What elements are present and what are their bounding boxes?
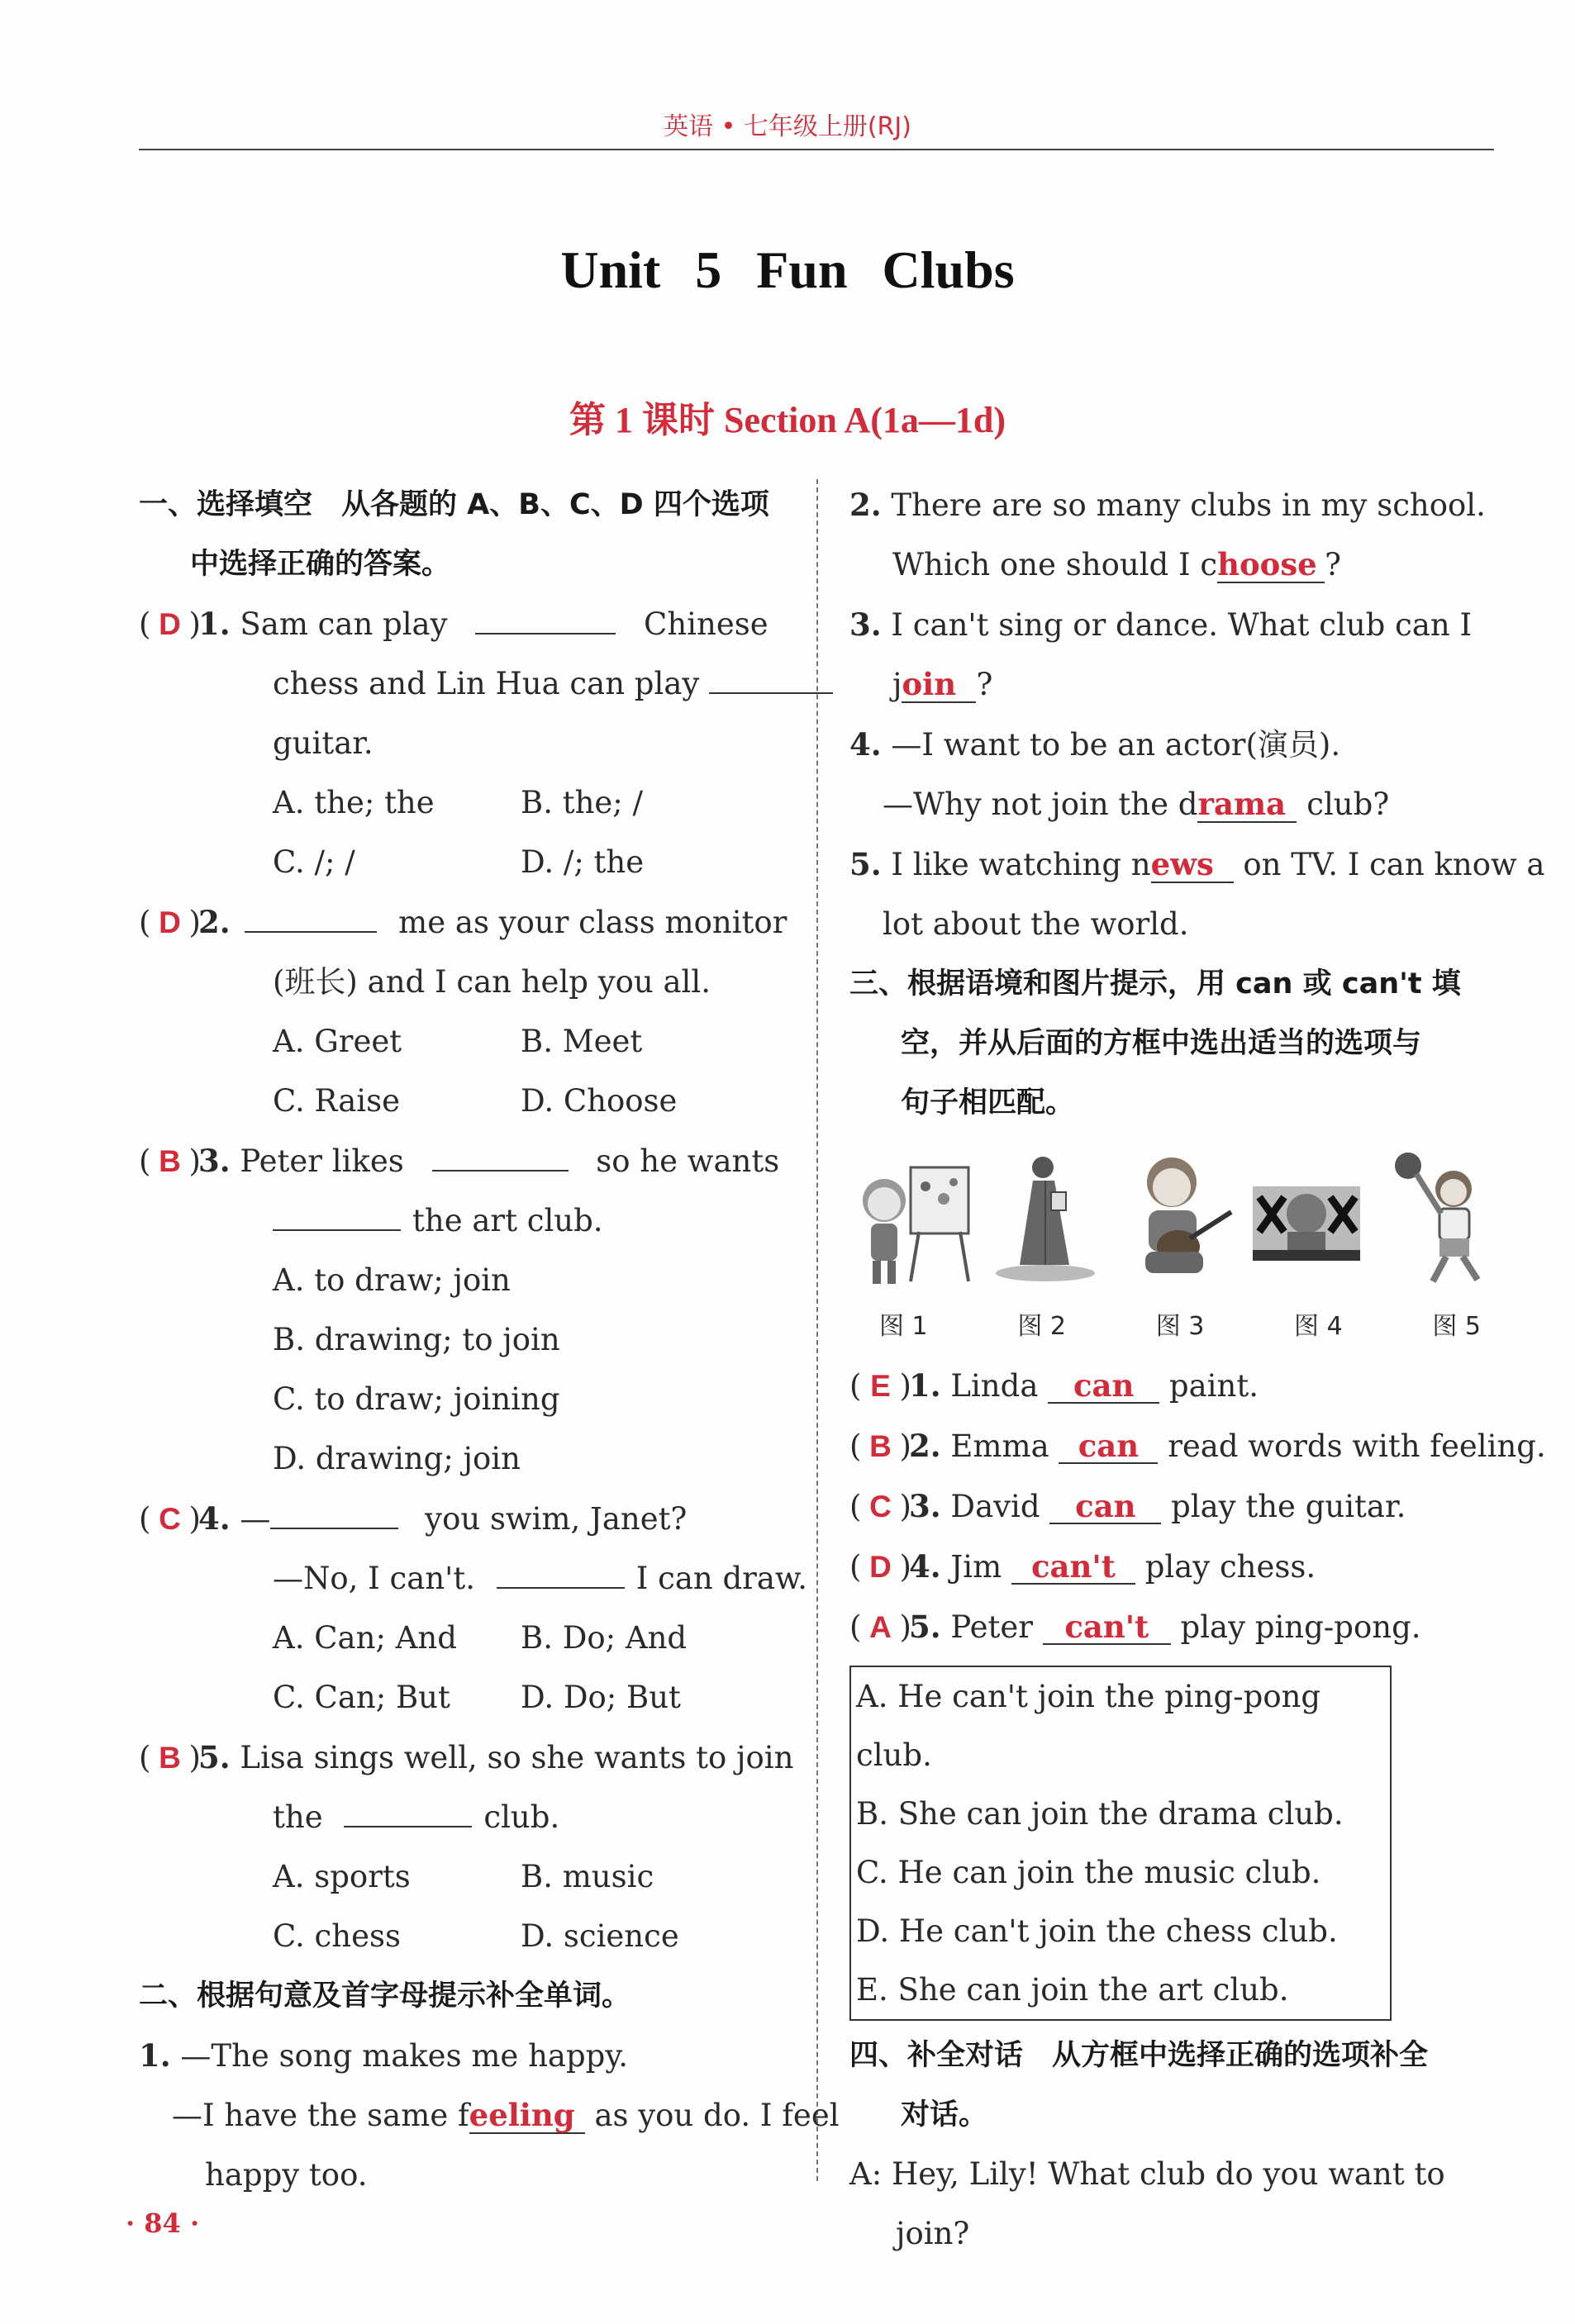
question-number: 3. bbox=[909, 1488, 941, 1524]
answer-letter: B bbox=[159, 1741, 181, 1775]
fill-answer: can bbox=[1048, 1369, 1159, 1404]
match-item-3 bbox=[849, 1476, 1502, 1537]
option-b: B. the; / bbox=[521, 785, 643, 820]
question-text: —I want to be an actor(演员). bbox=[891, 727, 1341, 763]
answer-letter: C bbox=[869, 1490, 892, 1523]
fill-question-1-line2 bbox=[139, 2086, 840, 2146]
options-row bbox=[139, 1907, 790, 1966]
fill-answer: oin bbox=[902, 666, 957, 702]
fill-question-4-line2 bbox=[849, 775, 1502, 834]
fill-answer: can bbox=[1049, 1490, 1161, 1524]
question-text: club? bbox=[1306, 787, 1390, 822]
section3-title-line3: 句子相匹配。 bbox=[901, 1086, 1075, 1119]
fill-answer: hoose bbox=[1217, 546, 1317, 582]
question-number: 4. bbox=[849, 726, 882, 763]
answer-paren: ( D ) bbox=[139, 595, 198, 654]
match-item-5 bbox=[849, 1597, 1502, 1657]
question-number: 4. bbox=[198, 1500, 231, 1537]
dialogue-line: join? bbox=[896, 2216, 970, 2251]
section3-heading bbox=[849, 954, 1502, 1133]
word-fill bbox=[1217, 548, 1325, 583]
option-b: B. Do; And bbox=[521, 1620, 688, 1656]
question-3 bbox=[139, 1131, 790, 1191]
answer-blank bbox=[432, 1140, 569, 1172]
fill-question-1 bbox=[139, 2026, 790, 2086]
question-text: read words with feeling. bbox=[1168, 1428, 1546, 1464]
section2-heading: 二、根据句意及首字母提示补全单词。 bbox=[139, 1979, 631, 2013]
question-text: so he wants bbox=[596, 1143, 780, 1179]
options-row bbox=[139, 1668, 790, 1728]
question-text: the art club. bbox=[412, 1203, 603, 1238]
fill-answer: eeling bbox=[469, 2097, 575, 2133]
question-text: Sam can play bbox=[240, 606, 448, 642]
option-b: B. Meet bbox=[521, 1024, 643, 1059]
question-number: 1. bbox=[139, 2037, 171, 2074]
answer-paren: ( D ) bbox=[849, 1537, 909, 1597]
option-c: C. chess bbox=[273, 1918, 401, 1954]
question-text: Linda bbox=[950, 1368, 1039, 1404]
answer-paren: ( A ) bbox=[849, 1598, 909, 1657]
answer-blank bbox=[273, 1200, 401, 1231]
question-text: play the guitar. bbox=[1171, 1489, 1406, 1524]
question-text: Lisa sings well, so she wants to join bbox=[240, 1740, 794, 1775]
options-row bbox=[139, 833, 790, 892]
running-head: 英语 • 七年级上册(RJ) bbox=[664, 112, 911, 141]
question-text: Peter likes bbox=[240, 1143, 404, 1179]
answer-blank bbox=[270, 1498, 398, 1529]
fill-answer: can't bbox=[1011, 1550, 1135, 1585]
question-5-line2 bbox=[139, 1788, 790, 1847]
fill-question-5-line2: lot about the world. bbox=[883, 906, 1189, 942]
section4-heading bbox=[849, 2026, 1502, 2145]
question-1 bbox=[139, 594, 790, 654]
page-number: · 84 · bbox=[126, 2208, 200, 2239]
word-fill bbox=[902, 668, 976, 703]
fill-question-4 bbox=[849, 715, 1502, 775]
question-2 bbox=[139, 892, 790, 953]
question-number: 2. bbox=[198, 904, 231, 940]
option-d: D. Choose bbox=[521, 1083, 678, 1119]
options-row bbox=[139, 773, 790, 833]
left-column bbox=[139, 475, 840, 2205]
word-fill bbox=[1197, 787, 1297, 823]
question-number: 2. bbox=[909, 1428, 941, 1464]
box-option-a: A. He can't join the ping-pong club. bbox=[856, 1679, 1321, 1773]
question-text: —The song makes me happy. bbox=[180, 2038, 629, 2074]
option-d: D. /; the bbox=[521, 844, 645, 880]
question-text: chess and Lin Hua can play bbox=[273, 666, 700, 701]
box-option-b: B. She can join the drama club. bbox=[856, 1796, 1344, 1832]
painting-girl-picture bbox=[853, 1149, 977, 1290]
guitar-boy-picture bbox=[1114, 1149, 1238, 1290]
answer-paren: ( C ) bbox=[139, 1490, 198, 1549]
question-text: play chess. bbox=[1144, 1549, 1316, 1585]
answer-letter: A bbox=[869, 1610, 892, 1644]
question-text: —Why not join the d bbox=[883, 787, 1198, 822]
question-1-line3: guitar. bbox=[273, 725, 374, 761]
unit-title: Unit 5 Fun Clubs bbox=[560, 240, 1015, 299]
answer-letter: B bbox=[869, 1429, 892, 1463]
section3-title-line2: 空，并从后面的方框中选出适当的选项与 bbox=[901, 1027, 1422, 1060]
answer-blank bbox=[245, 901, 377, 933]
option-a: A. Greet bbox=[273, 1024, 402, 1059]
answer-paren: ( B ) bbox=[139, 1132, 198, 1191]
answer-letter: B bbox=[159, 1144, 181, 1178]
fill-answer: ews bbox=[1150, 846, 1214, 882]
answer-blank bbox=[497, 1557, 625, 1589]
question-text: paint. bbox=[1168, 1368, 1259, 1404]
answer-letter: D bbox=[159, 905, 181, 939]
match-item-1 bbox=[849, 1356, 1502, 1416]
lesson-title: 第 1 课时 Section A(1a—1d) bbox=[569, 400, 1006, 440]
question-4 bbox=[139, 1489, 790, 1549]
answer-paren: ( E ) bbox=[849, 1357, 909, 1416]
question-text: Jim bbox=[950, 1549, 1002, 1585]
chess-man-picture bbox=[1244, 1149, 1368, 1290]
section4-title-line2: 对话。 bbox=[901, 2098, 988, 2132]
question-text: There are so many clubs in my school. bbox=[891, 487, 1486, 523]
question-text: on TV. I can know a bbox=[1243, 847, 1545, 882]
reading-woman-picture bbox=[983, 1149, 1107, 1290]
option-a: A. to draw; join bbox=[273, 1262, 511, 1298]
option-a: A. Can; And bbox=[273, 1620, 457, 1656]
question-text: j bbox=[892, 667, 902, 702]
question-text: as you do. I feel bbox=[594, 2098, 840, 2133]
option-c: C. /; / bbox=[273, 844, 355, 880]
question-text: —No, I can't. bbox=[273, 1561, 475, 1596]
fill-question-3 bbox=[849, 595, 1502, 655]
question-number: 5. bbox=[909, 1609, 941, 1645]
picture-label: 图 5 bbox=[1432, 1312, 1481, 1341]
question-number: 5. bbox=[198, 1739, 231, 1775]
section3-title-line1: 三、根据语境和图片提示，用 can 或 can't 填 bbox=[849, 967, 1461, 1000]
match-item-2 bbox=[849, 1416, 1546, 1476]
box-option-d: D. He can't join the chess club. bbox=[856, 1913, 1338, 1949]
word-fill bbox=[1151, 848, 1234, 883]
question-text: club. bbox=[483, 1799, 560, 1835]
question-4-line2 bbox=[139, 1549, 807, 1609]
answer-blank bbox=[344, 1796, 472, 1827]
question-number: 3. bbox=[849, 606, 882, 643]
question-5 bbox=[139, 1728, 794, 1788]
question-text: —I have the same f bbox=[172, 2098, 469, 2133]
picture-label: 图 1 bbox=[879, 1312, 928, 1341]
option-c: C. to draw; joining bbox=[273, 1381, 560, 1417]
picture-label: 图 4 bbox=[1294, 1312, 1343, 1341]
fill-answer: can bbox=[1059, 1429, 1158, 1464]
question-number: 5. bbox=[849, 846, 882, 882]
picture-labels bbox=[849, 1298, 1502, 1356]
fill-answer: rama bbox=[1197, 786, 1287, 822]
dialogue-line: A: Hey, Lily! What club do you want to bbox=[849, 2156, 1445, 2192]
question-text: Chinese bbox=[644, 606, 768, 642]
option-a: A. sports bbox=[273, 1859, 411, 1894]
option-b: B. music bbox=[521, 1859, 654, 1894]
question-text: play ping-pong. bbox=[1180, 1609, 1421, 1645]
option-d: D. drawing; join bbox=[273, 1441, 521, 1476]
fill-question-1-line3: happy too. bbox=[205, 2157, 368, 2193]
option-c: C. Raise bbox=[273, 1083, 400, 1119]
box-option-e: E. She can join the art club. bbox=[856, 1972, 1289, 2008]
question-text: — bbox=[240, 1501, 271, 1537]
fill-question-5 bbox=[849, 834, 1545, 895]
options-row bbox=[139, 1072, 790, 1131]
fill-question-2-line2 bbox=[849, 535, 1502, 595]
question-text: I can't sing or dance. What club can I bbox=[891, 607, 1473, 643]
section1-title-line2: 中选择正确的答案。 bbox=[190, 548, 451, 581]
fill-question-3-line2 bbox=[849, 655, 1502, 715]
question-text: David bbox=[950, 1489, 1040, 1524]
answer-letter: D bbox=[159, 607, 181, 641]
question-text: ? bbox=[976, 667, 993, 702]
answer-blank bbox=[475, 603, 616, 634]
options-box bbox=[849, 1666, 1392, 2021]
answer-letter: D bbox=[869, 1550, 892, 1584]
section1-title-line1: 一、选择填空 从各题的 A、B、C、D 四个选项 bbox=[139, 488, 769, 521]
options-row bbox=[139, 1609, 790, 1668]
question-text: ? bbox=[1325, 547, 1341, 582]
options-row bbox=[139, 1847, 790, 1907]
question-2-line2: (班长) and I can help you all. bbox=[273, 964, 711, 1000]
question-text: I like watching n bbox=[891, 847, 1151, 882]
question-3-line2 bbox=[139, 1191, 790, 1251]
question-1-line2 bbox=[139, 654, 790, 714]
answer-paren: ( B ) bbox=[849, 1417, 909, 1476]
right-column bbox=[849, 475, 1546, 2264]
question-text: Emma bbox=[950, 1428, 1049, 1464]
question-number: 2. bbox=[849, 487, 882, 523]
box-option-c: C. He can join the music club. bbox=[856, 1855, 1321, 1890]
question-text: the bbox=[273, 1799, 323, 1835]
question-text: Which one should I c bbox=[892, 547, 1218, 582]
picture-label: 图 3 bbox=[1155, 1312, 1205, 1341]
option-a: A. the; the bbox=[273, 785, 435, 820]
option-b: B. drawing; to join bbox=[273, 1322, 560, 1357]
option-d: D. science bbox=[521, 1918, 679, 1954]
answer-letter: E bbox=[870, 1369, 891, 1403]
option-c: C. Can; But bbox=[273, 1680, 450, 1715]
answer-paren: ( C ) bbox=[849, 1477, 909, 1537]
answer-blank bbox=[709, 663, 833, 694]
header-rule bbox=[139, 149, 1494, 150]
question-text: me as your class monitor bbox=[398, 905, 788, 940]
answer-letter: C bbox=[159, 1502, 181, 1536]
question-number: 3. bbox=[198, 1143, 231, 1179]
fill-question-2 bbox=[849, 475, 1502, 535]
fill-answer: can't bbox=[1043, 1610, 1171, 1645]
section4-title-line1: 四、补全对话 从方框中选择正确的选项补全 bbox=[849, 2039, 1429, 2072]
question-text: you swim, Janet? bbox=[425, 1501, 688, 1537]
question-text: Peter bbox=[950, 1609, 1033, 1645]
question-number: 4. bbox=[909, 1548, 941, 1585]
question-number: 1. bbox=[198, 606, 231, 642]
match-item-4 bbox=[849, 1537, 1502, 1597]
question-text: I can draw. bbox=[635, 1561, 807, 1596]
answer-paren: ( B ) bbox=[139, 1728, 198, 1788]
picture-row bbox=[849, 1149, 1502, 1298]
section1-heading bbox=[139, 475, 790, 594]
options-row bbox=[139, 1012, 790, 1072]
answer-paren: ( D ) bbox=[139, 893, 198, 953]
picture-label: 图 2 bbox=[1017, 1312, 1066, 1341]
basketball-boy-picture bbox=[1375, 1149, 1499, 1290]
option-d: D. Do; But bbox=[521, 1680, 681, 1715]
question-number: 1. bbox=[909, 1367, 941, 1404]
column-divider bbox=[816, 479, 818, 2181]
word-fill bbox=[469, 2098, 585, 2134]
